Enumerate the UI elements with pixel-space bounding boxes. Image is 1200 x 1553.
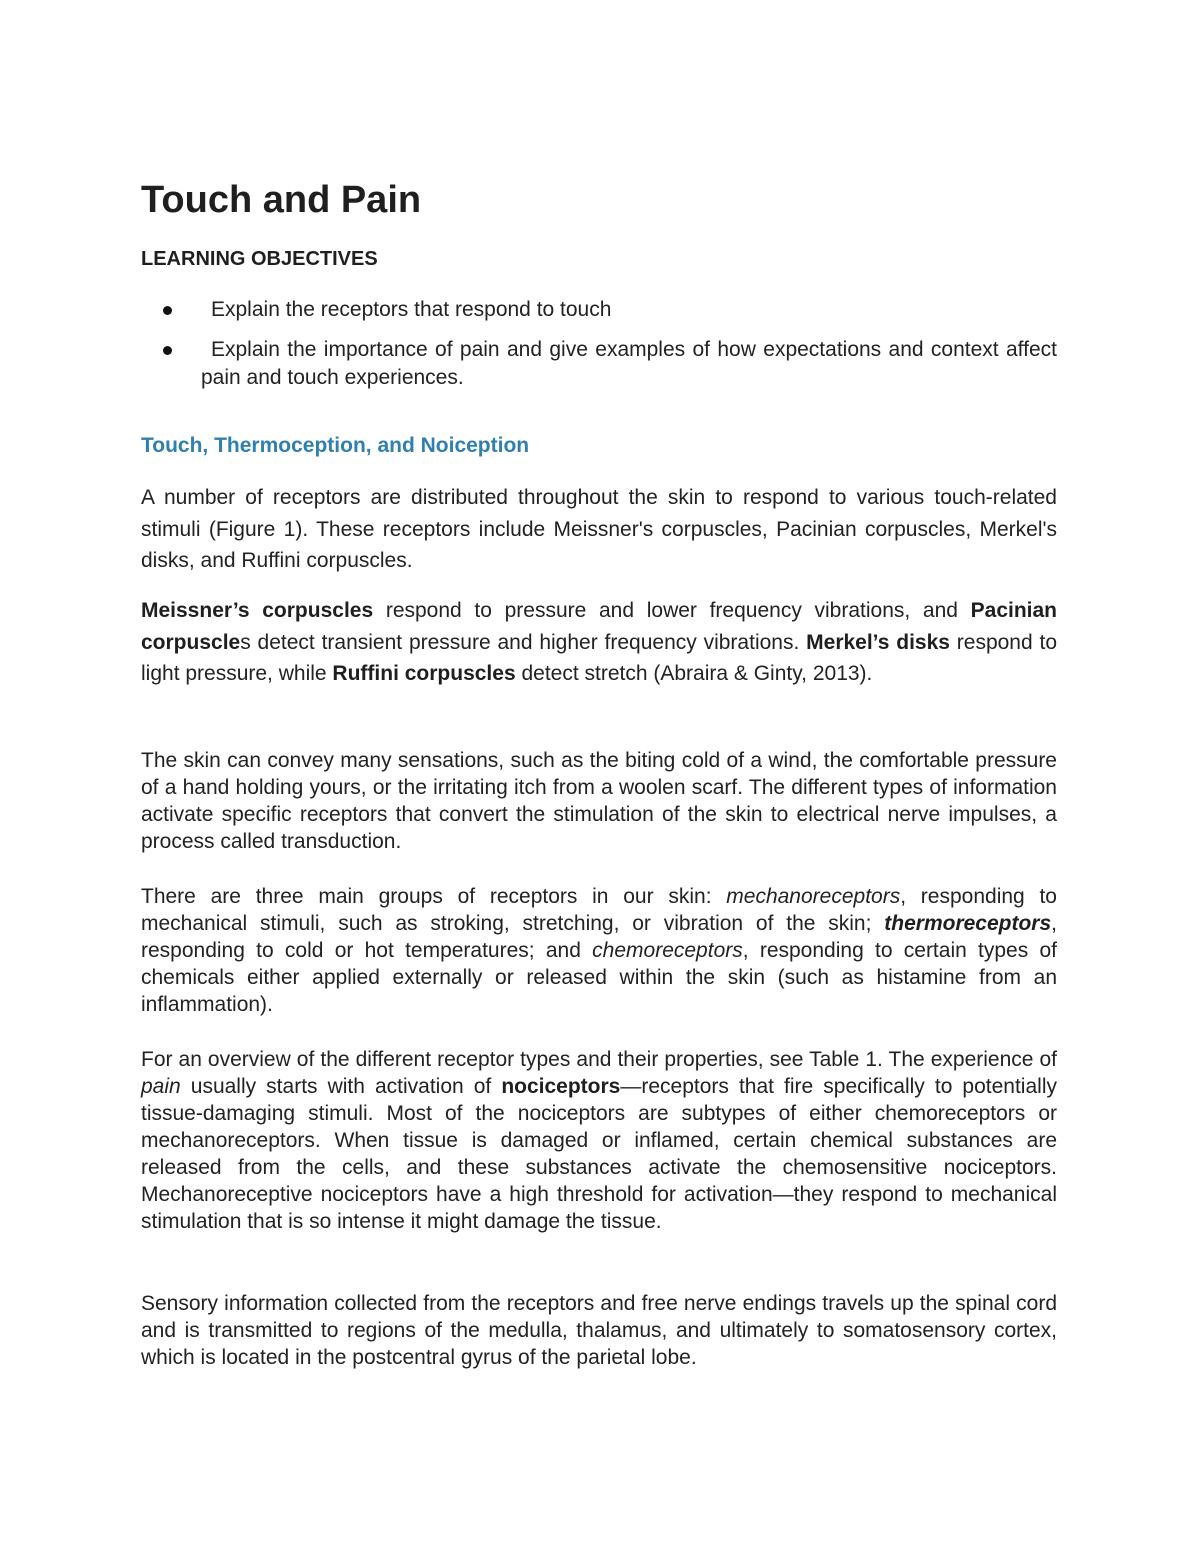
bold-term: Meissner’s corpuscles xyxy=(141,599,374,622)
paragraph-receptor-groups xyxy=(141,883,1057,1018)
objective-text: Explain the importance of pain and give examples of how expectations and context affect pain and touch experiences. xyxy=(201,338,1057,389)
bold-term: Merkel’s disks xyxy=(806,630,950,654)
paragraph-pain-nociceptors xyxy=(141,1046,1057,1235)
paragraph-text: usually starts with activation of xyxy=(180,1075,502,1098)
paragraph-skin-sensations: The skin can convey many sensations, such as the biting cold of a wind, the comfortable pressure of a hand holding yours, or the irritating itch from a woolen scarf. The different types of information activate specific receptors that convert the stimulation of the skin to electrical nerve impulses, a process called transduction. xyxy=(141,749,1057,853)
list-item xyxy=(141,336,1057,392)
list-item xyxy=(141,296,1057,324)
bullet-icon xyxy=(163,346,172,355)
paragraph-text: respond to pressure and lower frequency vibrations, and xyxy=(373,599,971,622)
italic-term: pain xyxy=(141,1075,181,1098)
paragraph-text: respond to light pressure, while xyxy=(141,630,1058,685)
italic-term: mechanoreceptors xyxy=(726,885,901,908)
paragraph-receptors-intro: A number of receptors are distributed throughout the skin to respond to various touch-related stimuli (Figure 1). These receptors include Meissner's corpuscles, Pacinian corpuscles, Merkel's disks, and Ruffini corpuscles. xyxy=(141,486,1057,572)
paragraph-text: —receptors that fire specifically to potentially tissue-damaging stimuli. Most of the nociceptors are subtypes of either chemoreceptors or mechanoreceptors. When tissue is damaged or inflamed, certain chemical substances are released from the cells, and these substances activate the chemosensitive nociceptors. Mechanoreceptive nociceptors have a high threshold for activation—they respond to mechanical stimulation that is so intense it might damage the tissue. xyxy=(141,1075,1057,1233)
paragraph-text: , responding to cold or hot temperatures; and xyxy=(141,912,1057,962)
paragraph-text: There are three main groups of receptors in our skin: xyxy=(141,885,727,908)
objective-text: Explain the receptors that respond to touch xyxy=(211,298,612,321)
bold-term: Ruffini corpuscles xyxy=(332,662,516,685)
paragraph-text: detect stretch (Abraira & Ginty, 2013). xyxy=(515,662,873,685)
italic-term: chemoreceptors xyxy=(592,939,743,962)
paragraph-sensory-pathway: Sensory information collected from the receptors and free nerve endings travels up the spinal cord and is transmitted to regions of the medulla, thalamus, and ultimately to somatosensory cortex, which is located in the postcentral gyrus of the parietal lobe. xyxy=(141,1292,1057,1369)
bold-term: Pacinian corpuscle xyxy=(141,599,1058,654)
learning-objectives-list xyxy=(141,296,1057,404)
section-heading: Touch, Thermoception, and Noiception xyxy=(141,434,530,457)
paragraph-text: , responding to mechanical stimuli, such as stroking, stretching, or vibration of the skin; xyxy=(141,885,1057,935)
bold-italic-term: thermoreceptors xyxy=(884,912,1052,935)
page-title: Touch and Pain xyxy=(141,179,422,221)
paragraph-text: For an overview of the different receptor types and their properties, see Table 1. The experience of xyxy=(141,1048,1057,1071)
paragraph-text: , responding to certain types of chemicals either applied externally or released within the skin (such as histamine from an inflammation). xyxy=(141,939,1057,1016)
learning-objectives-heading: LEARNING OBJECTIVES xyxy=(141,248,378,270)
paragraph-corpuscles xyxy=(141,595,1057,690)
bold-term: nociceptors xyxy=(501,1075,621,1098)
bullet-icon xyxy=(163,306,172,315)
paragraph-text: s detect transient pressure and higher frequency vibrations. xyxy=(240,630,807,654)
